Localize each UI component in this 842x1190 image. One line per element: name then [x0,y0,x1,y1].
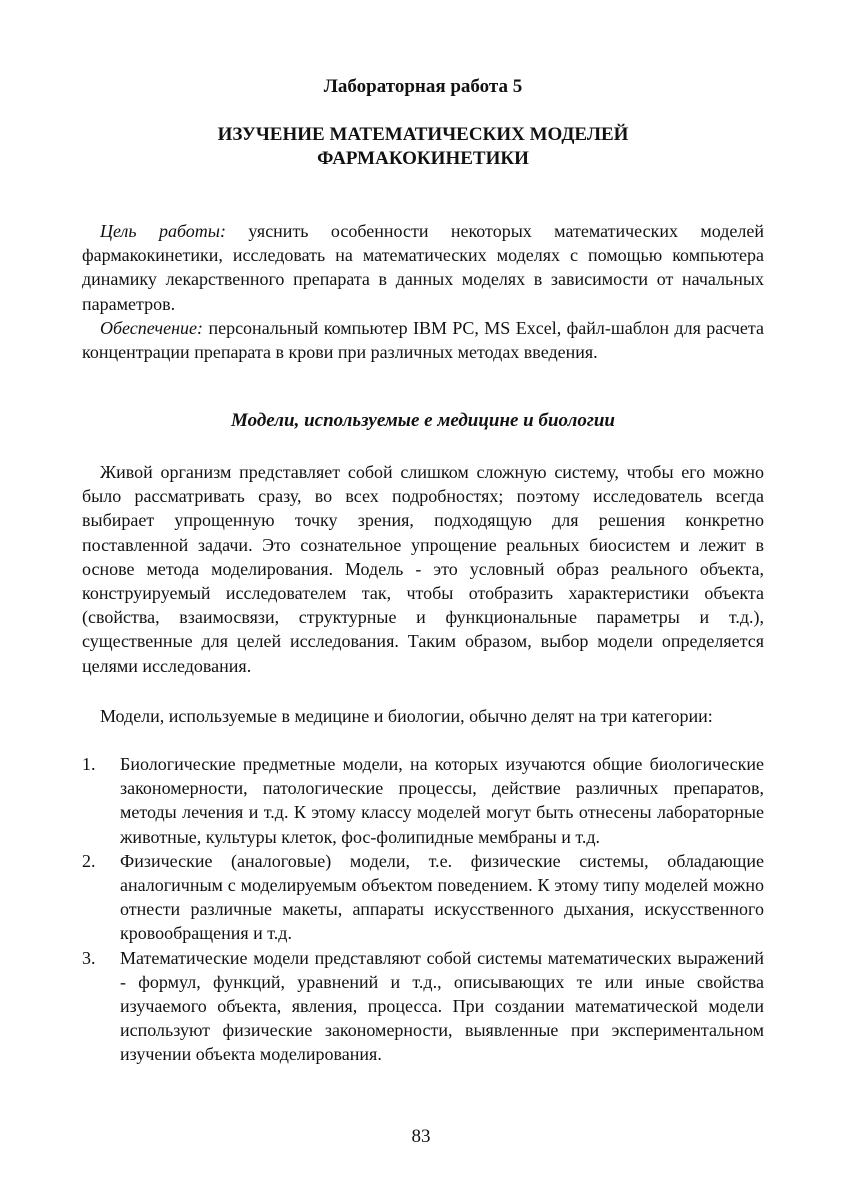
list-item-number: 3. [82,947,96,968]
list-item-number: 2. [82,850,96,871]
list-item-text: Математические модели представляют собой системы математических выражений - формул, функций, уравнений и т.д., описывающих те или иные свойства изучаемого объекта, явления, процесса. При создании математической модели используют физические закономерности, выявленные при экспериментальном изучении объекта моделирования. [120,947,764,1065]
categories-intro: Модели, используемые в медицине и биологии, обычно делят на три категории: [100,706,713,726]
list-item [82,752,764,849]
list-item-text: Биологические предметные модели, на которых изучаются общие биологические закономерности, патологические процессы, действие различных препаратов, методы лечения и т.д. К этому классу моделей могут быть отнесены лабораторные животные, культуры клеток, фос-фолипидные мембраны и т.д. [120,754,764,847]
goal-paragraph [82,219,764,316]
section-title: Модели, используемые е медицине и биологии [231,410,615,431]
list-item [82,946,764,1067]
goal-text: уяснить особенности некоторых математических моделей фармакокинетики, исследовать на математических моделях с помощью компьютера динамику лекарственного препарата в данных моделях в зависимости от начальных параметров. [82,221,764,314]
list-item-number: 1. [82,754,96,774]
main-title [82,123,764,171]
main-title-line-2: ФАРМАКОКИНЕТИКИ [317,148,529,169]
goal-label: Цель работы: [100,221,226,241]
main-title-line-1: ИЗУЧЕНИЕ МАТЕМАТИЧЕСКИХ МОДЕЛЕЙ [217,124,629,145]
equipment-paragraph [82,316,764,364]
lab-title: Лабораторная работа 5 [323,76,523,97]
equipment-text: персональный компьютер IBM PC, MS Excel, файл-шаблон для расчета концентрации препарата в крови при различных методах введения. [82,318,764,363]
intro-paragraph: Живой организм представляет собой слишком сложную систему, чтобы его можно было рассматривать сразу, во всех подробностях; поэтому исследователь всегда выбирает упрощенную точку зрения, подходящую для решения конкретно поставленной задачи. Это сознательное упрощение реальных биосистем и лежит в основе метода моделирования. Модель - это условный образ реального объекта, конструируемый исследователем так, чтобы отобразить характеристики объекта (свойства, взаимосвязи, структурные и функциональные параметры и т.д.), существенные для целей исследования. Таким образом, выбор модели определяется целями исследования. [82,462,764,676]
page-number: 83 [411,1126,431,1147]
equipment-label: Обеспечение: [100,318,204,338]
list-item [82,849,764,946]
list-item-text: Физические (аналоговые) модели, т.е. физические системы, обладающие аналогичным с моделируемым объектом поведением. К этому типу моделей можно отнести различные макеты, аппараты искусственного дыхания, искусственного кровообращения и т.д. [120,850,764,944]
categories-list [82,752,764,1067]
